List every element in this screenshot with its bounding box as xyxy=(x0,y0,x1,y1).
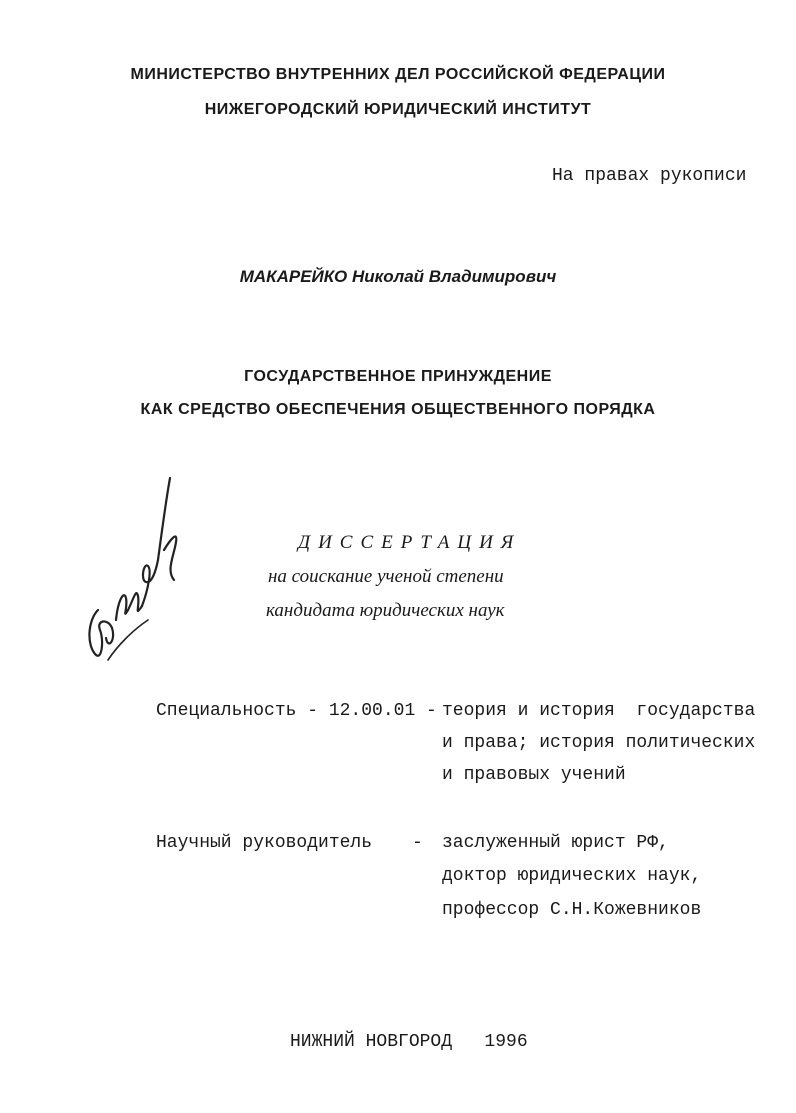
title-line-1: ГОСУДАРСТВЕННОЕ ПРИНУЖДЕНИЕ xyxy=(244,368,552,385)
supervisor-line: заслуженный юрист РФ, xyxy=(442,833,669,853)
supervisor-label: Научный руководитель xyxy=(156,833,373,853)
degree-line-2: кандидата юридических наук xyxy=(266,600,505,621)
specialty-label: Специальность - 12.00.01 - xyxy=(156,701,437,721)
city-year: НИЖНИЙ НОВГОРОД 1996 xyxy=(290,1032,528,1052)
specialty-line: теория и история государства xyxy=(442,701,756,721)
title-line-2: КАК СРЕДСТВО ОБЕСПЕЧЕНИЯ ОБЩЕСТВЕННОГО ПОРЯДКА xyxy=(140,401,656,418)
supervisor-line: профессор С.Н.Кожевников xyxy=(442,900,702,920)
degree-line-1: на соискание ученой степени xyxy=(268,566,504,587)
ministry-heading: МИНИСТЕРСТВО ВНУТРЕННИХ ДЕЛ РОССИЙСКОЙ ФЕДЕРАЦИИ xyxy=(130,66,666,83)
specialty-line: и правовых учений xyxy=(442,765,626,785)
institute-heading: НИЖЕГОРОДСКИЙ ЮРИДИЧЕСКИЙ ИНСТИТУТ xyxy=(204,101,592,118)
supervisor-dash: - xyxy=(412,833,423,853)
dissertation-label: ДИССЕРТАЦИЯ xyxy=(298,532,522,553)
handwritten-signature xyxy=(78,470,188,670)
supervisor-line: доктор юридических наук, xyxy=(442,866,702,886)
author-name: МАКАРЕЙКО Николай Владимирович xyxy=(239,267,557,286)
rights-note: На правах рукописи xyxy=(552,166,747,186)
specialty-line: и права; история политических xyxy=(442,733,756,753)
